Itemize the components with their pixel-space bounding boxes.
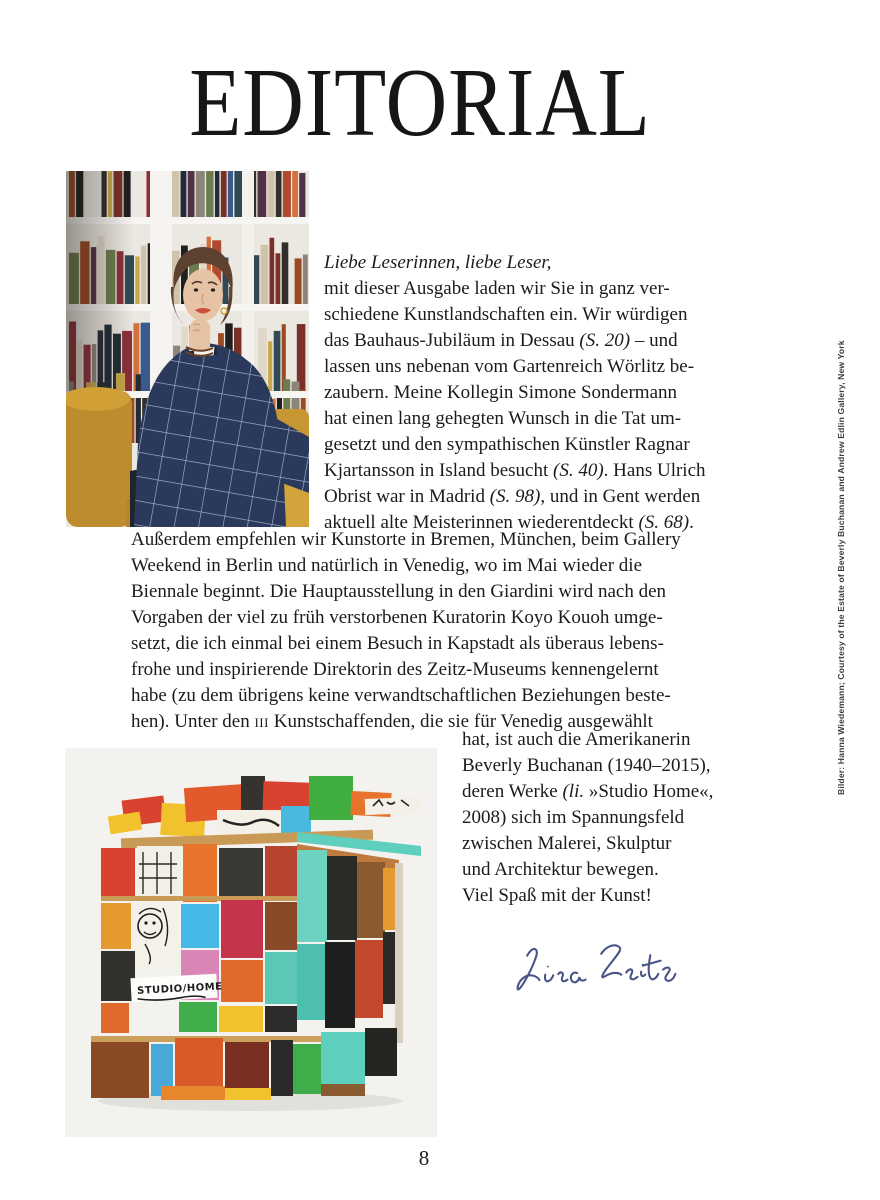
editor-portrait-photo — [66, 171, 309, 527]
page-number: 8 — [418, 1146, 430, 1170]
letter-paragraph-col2: hat, ist auch die Amerikanerin Beverly Buchanan (1940–2015), deren Werke (li. »Studio Home«, 2008) sich im Spannungsfeld zwischen Malerei, Skulptur und Architektur bewegen. Viel Spaß mit der Kunst! — [462, 729, 714, 906]
page-title: EDITORIAL — [189, 49, 651, 156]
signature — [512, 938, 682, 1000]
artwork-photo — [65, 748, 437, 1137]
letter-paragraph-col1: Liebe Leserinnen, liebe Leser, mit dieser Ausgabe laden wir Sie in ganz ver- schiedene Kunstlandschaften ein. Wir würdigen das Bauhaus-Jubiläum in Dessau (S. 20) – und lassen uns nebenan vom Gartenreich Wörlitz be- zaubern. Meine Kollegin Simone Sondermann hat einen lang gehegten Wunsch in die Tat um- gesetzt und den sympathischen Künstler Ragnar Kjartansson in Island besucht (S. 40). Hans Ulrich Obrist war in Madrid (S. 98), und in Gent werden aktuell alte Meisterinnen wiederentdeckt (S. 68). — [324, 252, 706, 533]
artwork-inscription: STUDIO/HOME — [136, 981, 223, 997]
photo-credit: Bilder: Hanna Wiedemann; Courtesy of the Estate of Beverly Buchanan and Andrew Edlin Gallery, New York — [836, 340, 846, 795]
letter-paragraph-full: Außerdem empfehlen wir Kunstorte in Bremen, München, beim Gallery Weekend in Berlin und natürlich in Venedig, wo im Mai wieder die Biennale beginnt. Die Hauptausstellung in den Giardini wird nach den Vorgaben der viel zu früh verstorbenen Kuratorin Koyo Kouoh umge- setzt, die ich einmal bei einem Besuch in Kapstadt als überaus lebens- frohe und inspirierende Direktorin des Zeitz-Museums kennengelernt habe (zu dem übrigens keine verwandtschaftlichen Beziehungen beste- hen). Unter den iii Kunstschaffenden, die sie für Venedig ausgewählt — [131, 529, 681, 732]
